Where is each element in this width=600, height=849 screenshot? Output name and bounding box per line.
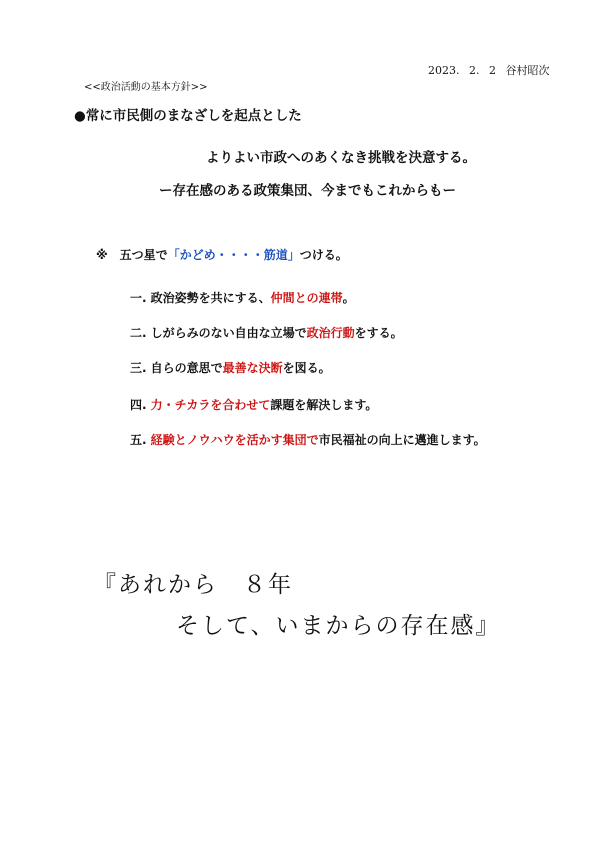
principle-text-after: をする。 [354, 326, 403, 340]
policy-line-3: ー存在感のある政策集団、今までもこれからもー [159, 183, 456, 199]
slogan-line-1: 『あれから ８年 [93, 572, 293, 598]
five-star-note [96, 246, 348, 263]
slogan-line-2: そして、いまからの存在感』 [176, 613, 501, 639]
principle-number: 四. [130, 398, 147, 412]
policy-line-1 [74, 104, 302, 124]
principle-number: 五. [130, 433, 147, 447]
principle-item-2 [130, 324, 403, 341]
principle-highlight: 仲間との連帯 [270, 291, 343, 305]
document-author: 谷村昭次 [505, 64, 550, 77]
principle-highlight: 力・チカラを合わせて [150, 398, 271, 412]
policy-line-1-text: 常に市民側のまなざしを起点とした [85, 108, 302, 124]
document-date-line [428, 62, 549, 78]
reference-mark-icon: ※ [96, 248, 108, 262]
principle-number: 三. [130, 361, 147, 375]
principle-highlight: 政治行動 [306, 326, 355, 340]
policy-line-2: よりよい市政へのあくなき挑戦を決意する。 [206, 150, 476, 166]
note-prefix: 五つ星で [119, 248, 168, 262]
principle-item-1 [130, 289, 355, 306]
principle-text-after: を図る。 [282, 361, 331, 375]
principle-item-5 [130, 431, 486, 448]
principle-text-after: 課題を解決します。 [270, 398, 378, 412]
principle-text: 自らの意思で [150, 361, 223, 375]
principle-text-after: 。 [342, 291, 355, 305]
principle-text-after: 市民福祉の向上に邁進します。 [318, 433, 486, 447]
principle-text: 政治姿勢を共にする、 [150, 291, 271, 305]
principle-item-4 [130, 396, 377, 413]
principle-item-3 [130, 359, 331, 376]
note-suffix: つける。 [299, 248, 348, 262]
principle-text: しがらみのない自由な立場で [150, 326, 307, 340]
principle-number: 二. [130, 326, 147, 340]
note-quote: 「かどめ・・・・筋道」 [167, 248, 300, 262]
principle-highlight: 経験とノウハウを活かす集団で [150, 433, 319, 447]
principle-number: 一. [130, 291, 147, 305]
document-date: 2023. 2. 2 [428, 64, 496, 77]
principle-highlight: 最善な決断 [222, 361, 283, 375]
document-subtitle: <<政治活動の基本方針>> [84, 82, 208, 93]
bullet-icon: ● [74, 108, 86, 124]
